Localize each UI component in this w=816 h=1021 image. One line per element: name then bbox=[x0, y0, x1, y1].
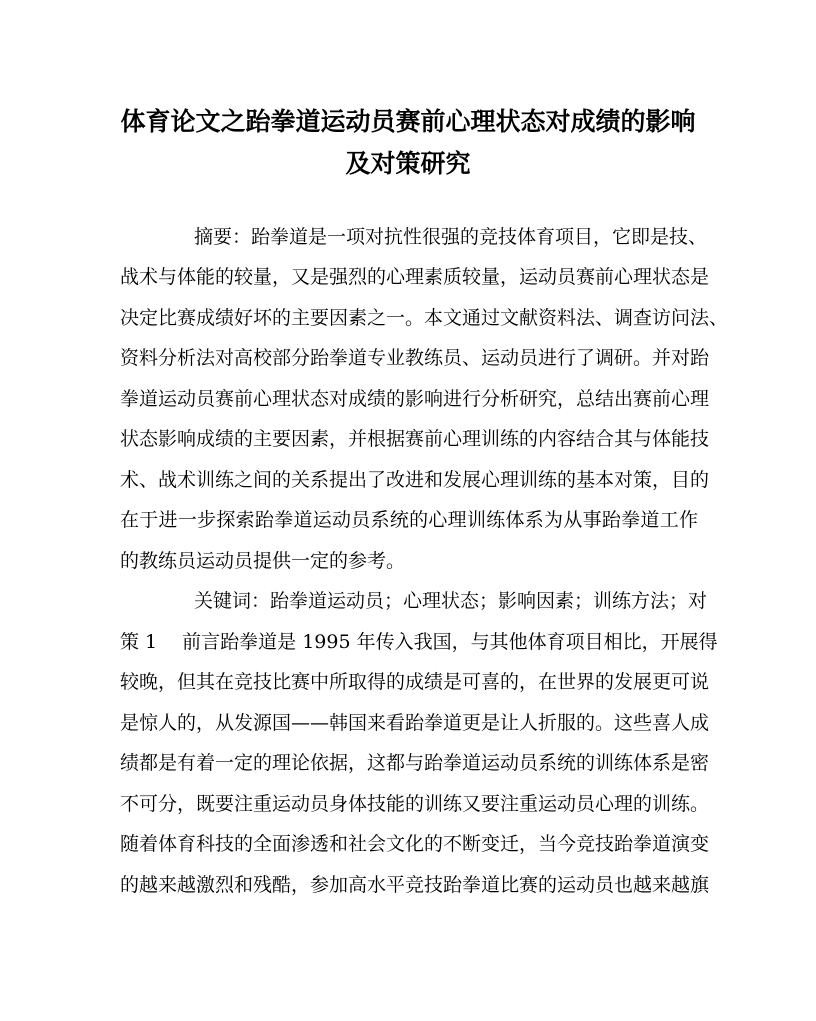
abstract-line: 摘要：跆拳道是一项对抗性很强的竞技体育项目，它即是技、 bbox=[194, 226, 708, 248]
abstract-line: 术、战术训练之间的关系提出了改进和发展心理训练的基本对策，目的 bbox=[120, 469, 710, 491]
abstract-line: 拳道运动员赛前心理状态对成绩的影响进行分析研究，总结出赛前心理 bbox=[120, 388, 710, 410]
document-title-line-2: 及对策研究 bbox=[345, 149, 471, 178]
body-line: 策 1 前言跆拳道是 1995 年传入我国，与其他体育项目相比，开展得 bbox=[120, 631, 718, 653]
abstract-line: 战术与体能的较量，又是强烈的心理素质较量，运动员赛前心理状态是 bbox=[120, 266, 710, 288]
body-line: 不可分，既要注重运动员身体技能的训练又要注重运动员心理的训练。 bbox=[120, 793, 710, 815]
abstract-line: 在于进一步探索跆拳道运动员系统的心理训练体系为从事跆拳道工作 bbox=[120, 509, 698, 531]
keywords-line: 关键词：跆拳道运动员；心理状态；影响因素；训练方法；对 bbox=[194, 590, 708, 612]
document-title-line-1: 体育论文之跆拳道运动员赛前心理状态对成绩的影响 bbox=[120, 107, 696, 136]
body-line: 的越来越激烈和残酷，参加高水平竞技跆拳道比赛的运动员也越来越旗 bbox=[120, 874, 710, 896]
body-line: 是惊人的，从发源国——韩国来看跆拳道更是让人折服的。这些喜人成 bbox=[120, 712, 710, 734]
abstract-line: 资料分析法对高校部分跆拳道专业教练员、运动员进行了调研。并对跆 bbox=[120, 347, 710, 369]
abstract-line: 的教练员运动员提供一定的参考。 bbox=[120, 550, 406, 572]
body-line: 绩都是有着一定的理论依据，这都与跆拳道运动员系统的训练体系是密 bbox=[120, 752, 710, 774]
body-line: 较晚，但其在竞技比赛中所取得的成绩是可喜的，在世界的发展更可说 bbox=[120, 671, 710, 693]
abstract-line: 决定比赛成绩好坏的主要因素之一。本文通过文献资料法、调查访问法、 bbox=[120, 307, 729, 329]
abstract-line: 状态影响成绩的主要因素，并根据赛前心理训练的内容结合其与体能技 bbox=[120, 428, 710, 450]
body-line: 随着体育科技的全面渗透和社会文化的不断变迁，当今竞技跆拳道演变 bbox=[120, 833, 710, 855]
